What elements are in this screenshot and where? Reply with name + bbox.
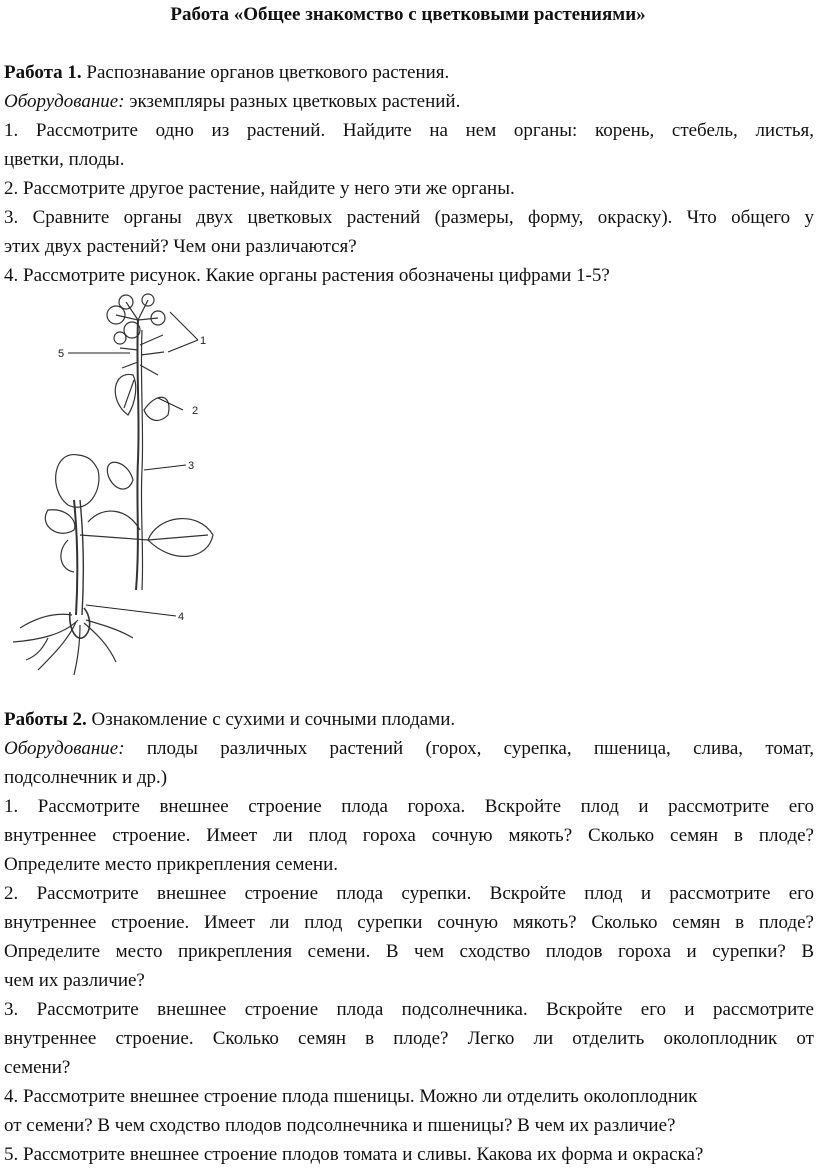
- plant-diagram: [8, 290, 233, 675]
- work2-equipment-line: [4, 734, 814, 763]
- figure-label-5: 5: [58, 348, 65, 360]
- work1-step: цветки, плоды.: [4, 149, 125, 170]
- work2-line: 4. Рассмотрите внешнее строение плода пшеницы. Можно ли отделить околоплодник: [4, 1086, 698, 1107]
- work2-line: внутреннее строение. Сколько семян в плоде? Легко ли отделить околоплодник от: [4, 1028, 814, 1049]
- work2-equipment-label: Оборудование:: [4, 738, 125, 759]
- work2-line: чем их различие?: [4, 970, 145, 991]
- work1-step: 3. Сравните органы двух цветковых растений (размеры, форму, окраску). Что общего у: [4, 207, 814, 228]
- work2-line: Определите место прикрепления семени. В чем сходство плодов гороха и сурепки? В: [4, 941, 814, 962]
- work1-step: 2. Рассмотрите другое растение, найдите у него эти же органы.: [4, 178, 515, 199]
- figure-label-2: 2: [192, 405, 199, 417]
- work1-step: 1. Рассмотрите одно из растений. Найдите на нем органы: корень, стебель, листья,: [4, 120, 814, 141]
- figure-label-4: 4: [178, 611, 185, 623]
- work2-line: Определите место прикрепления семени.: [4, 854, 339, 875]
- work1-equipment-text: экземпляры разных цветковых растений.: [124, 91, 461, 112]
- work2-line: 2. Рассмотрите внешнее строение плода сурепки. Вскройте плод и рассмотрите его: [4, 883, 814, 904]
- work2-heading-line: [4, 705, 814, 734]
- work1-heading-text: Распознавание органов цветкового растения.: [81, 62, 450, 83]
- figure-label-3: 3: [188, 460, 195, 472]
- work2-line: внутреннее строение. Имеет ли плод сурепки сочную мякоть? Сколько семян в плоде?: [4, 912, 814, 933]
- work1-heading: Работа 1.: [4, 62, 82, 83]
- work2-line: внутреннее строение. Имеет ли плод гороха сочную мякоть? Сколько семян в плоде?: [4, 825, 814, 846]
- work2-line: 5. Рассмотрите внешнее строение плодов томата и сливы. Какова их форма и окраска?: [4, 1144, 704, 1165]
- work2-heading-text: Ознакомление с сухими и сочными плодами.: [86, 709, 456, 730]
- work1-equipment-line: [4, 87, 814, 116]
- work2-section: [4, 705, 814, 1169]
- figure-label-1: 1: [200, 335, 207, 347]
- work1-equipment-label: Оборудование:: [4, 91, 125, 112]
- work1-step: 4. Рассмотрите рисунок. Какие органы растения обозначены цифрами 1-5?: [4, 265, 610, 286]
- work2-line: 3. Рассмотрите внешнее строение плода подсолнечника. Вскройте его и рассмотрите: [4, 999, 814, 1020]
- work2-line: 1. Рассмотрите внешнее строение плода гороха. Вскройте плод и рассмотрите его: [4, 796, 814, 817]
- page-title: Работа «Общее знакомство с цветковыми растениями»: [170, 4, 646, 25]
- work1-section: [4, 58, 814, 290]
- work1-step: этих двух растений? Чем они различаются?: [4, 236, 357, 257]
- work2-heading: Работы 2.: [4, 709, 87, 730]
- work2-line: от семени? В чем сходство плодов подсолнечника и пшеницы? В чем их различие?: [4, 1115, 676, 1136]
- work2-line: семени?: [4, 1057, 71, 1078]
- work2-equipment-text: плоды различных растений (горох, сурепка, пшеница, слива, томат,: [124, 738, 814, 759]
- work1-heading-line: [4, 58, 814, 87]
- work2-line: подсолнечник и др.): [4, 767, 168, 788]
